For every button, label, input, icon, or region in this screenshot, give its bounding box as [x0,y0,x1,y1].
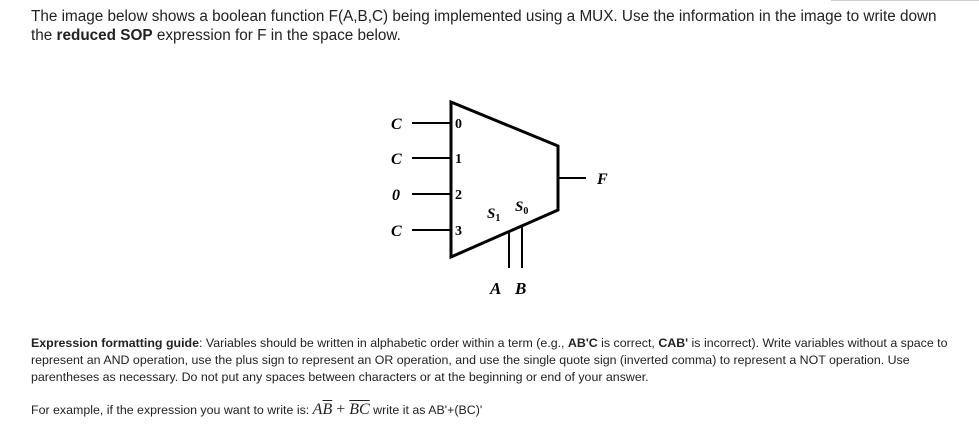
input-label-1: C [391,151,402,168]
example-math [313,401,370,418]
example-answer: AB'+(BC)' [428,403,483,417]
math-b-bar: $\overline{B}$ [322,401,333,418]
mux-body [451,102,558,257]
guide-text-1: : Variables should be written in alphabetic order within a term (e.g., [198,336,568,350]
question-bold: reduced SOP [56,27,153,44]
guide-text-3: is incorrect). Write variables without a space to represent an AND operation, use the plus sign to represent an OR operation, and use the single quote sign (inverted comma) to represent a NOT operation. Use parentheses as necessary. Do not put any spaces between characters or at the beginning or end of your answer. [31,336,948,384]
formatting-guide [31,335,971,386]
question-part1: The image below shows a boolean function F(A,B,C) being implemented using a MUX. Use the information in the image to write down the [31,8,937,44]
input-label-3: C [391,223,402,240]
select-s1-label: $S_1$ [487,206,501,224]
math-plus: + [332,401,350,418]
port-label-2: 2 [455,188,462,203]
example-prefix: For example, if the expression you want to write is: [31,403,313,417]
select-input-a: A [490,279,502,298]
example-middle: write it as [369,403,429,417]
port-label-0: 0 [455,117,462,132]
math-a: A [312,401,323,418]
select-s0-label: $S_0$ [515,199,529,217]
input-label-0: C [391,116,402,133]
guide-text-2: is correct, [597,336,659,350]
guide-label: Expression formatting guide [31,336,199,350]
output-label: F [597,171,608,188]
select-input-b: B [515,279,527,298]
guide-example-correct: AB'C [567,336,598,350]
port-label-1: 1 [455,152,462,167]
math-bc-bar: $\overline{BC}$ [349,401,370,418]
guide-example-incorrect: CAB' [658,336,689,350]
port-label-3: 3 [455,224,462,239]
example-text [31,401,971,419]
question-part2: expression for F in the space below. [152,27,401,44]
input-label-2: 0 [392,187,400,204]
